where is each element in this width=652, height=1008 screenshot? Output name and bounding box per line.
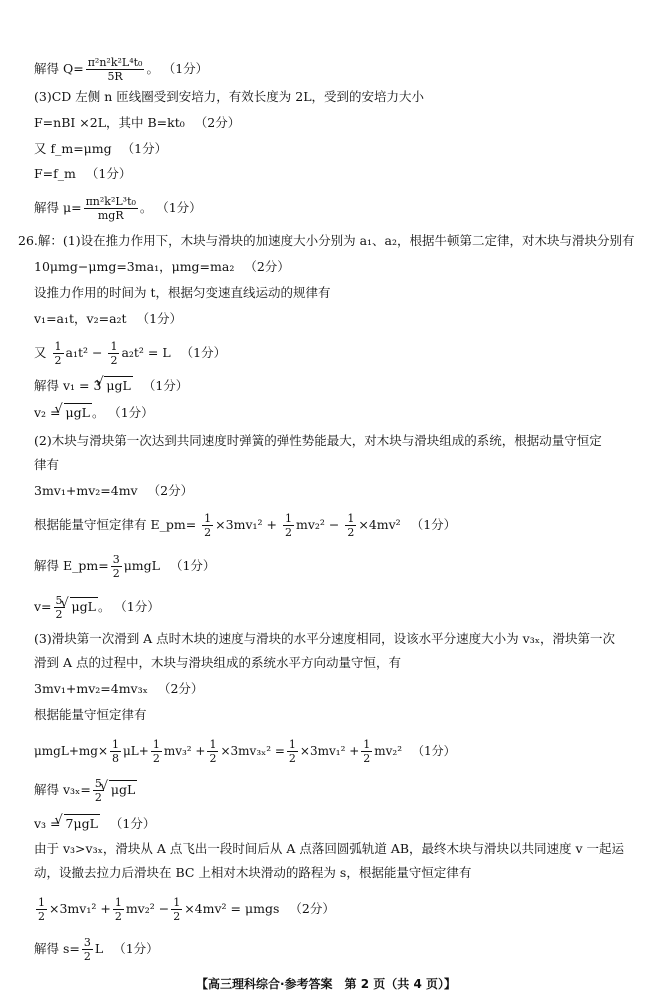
line-v-result [34,594,160,621]
score: （1分） [168,61,209,76]
text: 。 [91,405,105,420]
fraction [171,896,182,923]
numerator: 1 [54,340,62,353]
line-momentum [34,482,193,500]
text: 解得 s= [34,941,80,956]
denominator: 2 [55,608,63,621]
text: 根据能量守恒定律有 E_pm= [34,517,197,532]
line-part2-cont: 律有 [34,457,60,472]
score: （2分） [244,259,290,274]
line-energy [34,512,456,539]
denominator: 2 [284,526,292,539]
line-displacement [34,340,226,367]
text: F=nBI ×2L，其中 B=kt₀ [34,115,185,130]
text: 解得 Q= [34,61,84,76]
denominator: mgR [97,209,124,222]
denominator: 2 [38,910,45,923]
text: v₂ = [34,405,61,420]
numerator: 1 [152,738,160,751]
numerator: 1 [110,340,118,353]
text: 解得 v₃ₓ= [34,782,91,797]
score: （2分） [194,115,241,130]
line-v3x-result [34,777,137,804]
square-root: √ μgL [109,780,137,799]
line-energy-2 [34,738,456,765]
score: （1分） [412,744,456,758]
fraction [345,512,356,539]
text: v₁=a₁t，v₂=a₂t [34,311,127,326]
score: （1分） [162,200,202,215]
text: 又 f_m=μmg [34,141,112,156]
score: （1分） [142,378,189,393]
numerator: 1 [204,512,212,525]
fraction [202,512,213,539]
text: F=f_m [34,166,76,181]
numerator: 5 [94,777,102,790]
text: μmgL [123,558,160,573]
score: （2分） [289,901,335,916]
page-footer: 【高三理科综合·参考答案 第 2 页（共 4 页）】 [196,977,456,991]
numerator: 1 [363,738,371,751]
fraction [108,340,119,367]
denominator: 2 [152,752,160,765]
denominator: 2 [54,354,62,367]
fraction [53,340,64,367]
numerator: 1 [173,896,181,909]
text: μmgL+mg× [34,744,108,758]
square-root: √ 7μgL [64,814,100,833]
text: ×3mv₁² + [299,744,360,758]
numerator: 3 [83,936,91,949]
fraction [110,738,121,765]
fraction [207,738,218,765]
text: 。 [97,599,111,614]
score: （1分） [85,166,132,181]
denominator: 2 [288,752,296,765]
denominator: 2 [112,567,120,580]
text: 3mv₁+mv₂=4mv [34,483,138,498]
text: mv₂² − [125,901,170,916]
numerator: 1 [347,512,355,525]
line-friction [34,140,167,158]
numerator: 1 [209,738,217,751]
text: 3mv₁+mv₂=4mv₃ₓ [34,681,148,696]
text: ×4mv² [358,517,401,532]
text: μL+ [123,744,149,758]
score: （2分） [147,483,194,498]
square-root: √ μgL [70,597,98,616]
text: L [94,941,104,956]
square-root: √ μgL [64,403,92,422]
question-number: 26. [18,233,38,248]
line-s-result [34,936,159,963]
text: ×3mv₃ₓ² = [220,744,285,758]
text: 10μmg−μmg=3ma₁，μmg=ma₂ [34,259,235,274]
numerator: 1 [288,738,296,751]
denominator: 2 [363,752,371,765]
numerator: 1 [284,512,292,525]
text: mv₂² [374,744,403,758]
denominator: 2 [94,791,102,804]
denominator: 2 [114,910,122,923]
fraction [283,512,294,539]
score: （1分） [136,311,183,326]
fraction [36,896,47,923]
denominator: 2 [173,910,181,923]
score: （1分） [114,405,154,420]
line-force [34,114,240,132]
line-v1-result [34,376,188,395]
text: mv₂² − [295,517,340,532]
score: （2分） [157,681,204,696]
denominator: 2 [83,950,91,963]
text: ×4mv² = μmgs [184,901,280,916]
line-equal [34,165,131,183]
denominator: 2 [110,354,118,367]
line-part3b-intro: (3)滑块第一次滑到 A 点时木块的速度与滑块的水平分速度相同，设该水平分速度大小为 v₃ₓ，滑块第一次 [34,631,616,646]
line-time: 设推力作用的时间为 t，根据匀变速直线运动的规律有 [34,285,331,300]
score: （1分） [121,141,168,156]
fraction [86,56,145,83]
score: （1分） [120,599,160,614]
fraction [84,195,138,222]
score: （1分） [169,558,216,573]
line-reasoning-cont: 动，设撤去拉力后滑块在 BC 上相对木块滑动的路程为 s，根据能量守恒定律有 [34,865,472,880]
numerator: πn²k²L³t₀ [85,195,136,208]
fraction [287,738,298,765]
denominator: 2 [209,752,217,765]
line-reasoning: 由于 v₃>v₃ₓ，滑块从 A 点飞出一段时间后从 A 点落回圆弧轨道 AB，最终木块与滑块以共同速度 v 一起运 [34,841,625,856]
text: 解：(1)设在推力作用下，木块与滑块的加速度大小分别为 a₁、a₂，根据牛顿第二定律，对木块与滑块分别有 [37,233,635,248]
line-velocities [34,310,182,328]
text: mv₃² + [163,744,206,758]
line-newton [34,258,290,276]
line-q-result [34,56,208,83]
numerator: 1 [38,896,45,909]
numerator: π²n²k²L⁴t₀ [87,56,143,69]
score: （1分） [113,941,159,956]
line-mu-result [34,195,202,222]
text: a₂t² = L [121,345,171,360]
numerator: 3 [112,553,120,566]
line-part2-intro: (2)木块与滑块第一次达到共同速度时弹簧的弹性势能最大，对木块与滑块组成的系统，根据动量守恒定 [34,433,602,448]
text: ×3mv₁² + [215,517,277,532]
text: v= [34,599,52,614]
line-epm-result [34,553,215,580]
fraction [111,553,122,580]
fraction [151,738,162,765]
line-v2-result [34,403,154,422]
text: ×3mv₁² + [49,901,111,916]
text: 又 [34,345,47,360]
score: （1分） [180,345,227,360]
line-energy-intro: 根据能量守恒定律有 [34,707,147,722]
fraction [361,738,372,765]
fraction [82,936,93,963]
line-part3b-cont: 滑到 A 点的过程中，木块与滑块组成的系统水平方向动量守恒，有 [34,655,401,670]
text: a₁t² − [65,345,103,360]
line-v3-result [34,814,155,833]
line-momentum-x [34,680,203,698]
denominator: 2 [204,526,212,539]
score: （1分） [410,517,457,532]
text: 解得 E_pm= [34,558,109,573]
score: （1分） [109,816,156,831]
line-q26-intro [18,232,635,250]
denominator: 2 [347,526,355,539]
square-root: √ μgL [104,376,132,395]
numerator: 5 [55,594,63,607]
denominator: 8 [112,752,119,765]
text: 。 [139,200,153,215]
denominator: 5R [107,70,123,83]
line-energy-3 [34,896,335,923]
text: v₃ = [34,816,61,831]
numerator: 1 [114,896,122,909]
text: 。 [146,61,159,76]
text: 解得 v₁ = 3 [34,378,102,393]
line-part3-intro: (3)CD 左侧 n 匝线圈受到安培力，有效长度为 2L，受到的安培力大小 [34,89,424,104]
fraction [113,896,124,923]
numerator: 1 [112,738,119,751]
text: 解得 μ= [34,200,82,215]
